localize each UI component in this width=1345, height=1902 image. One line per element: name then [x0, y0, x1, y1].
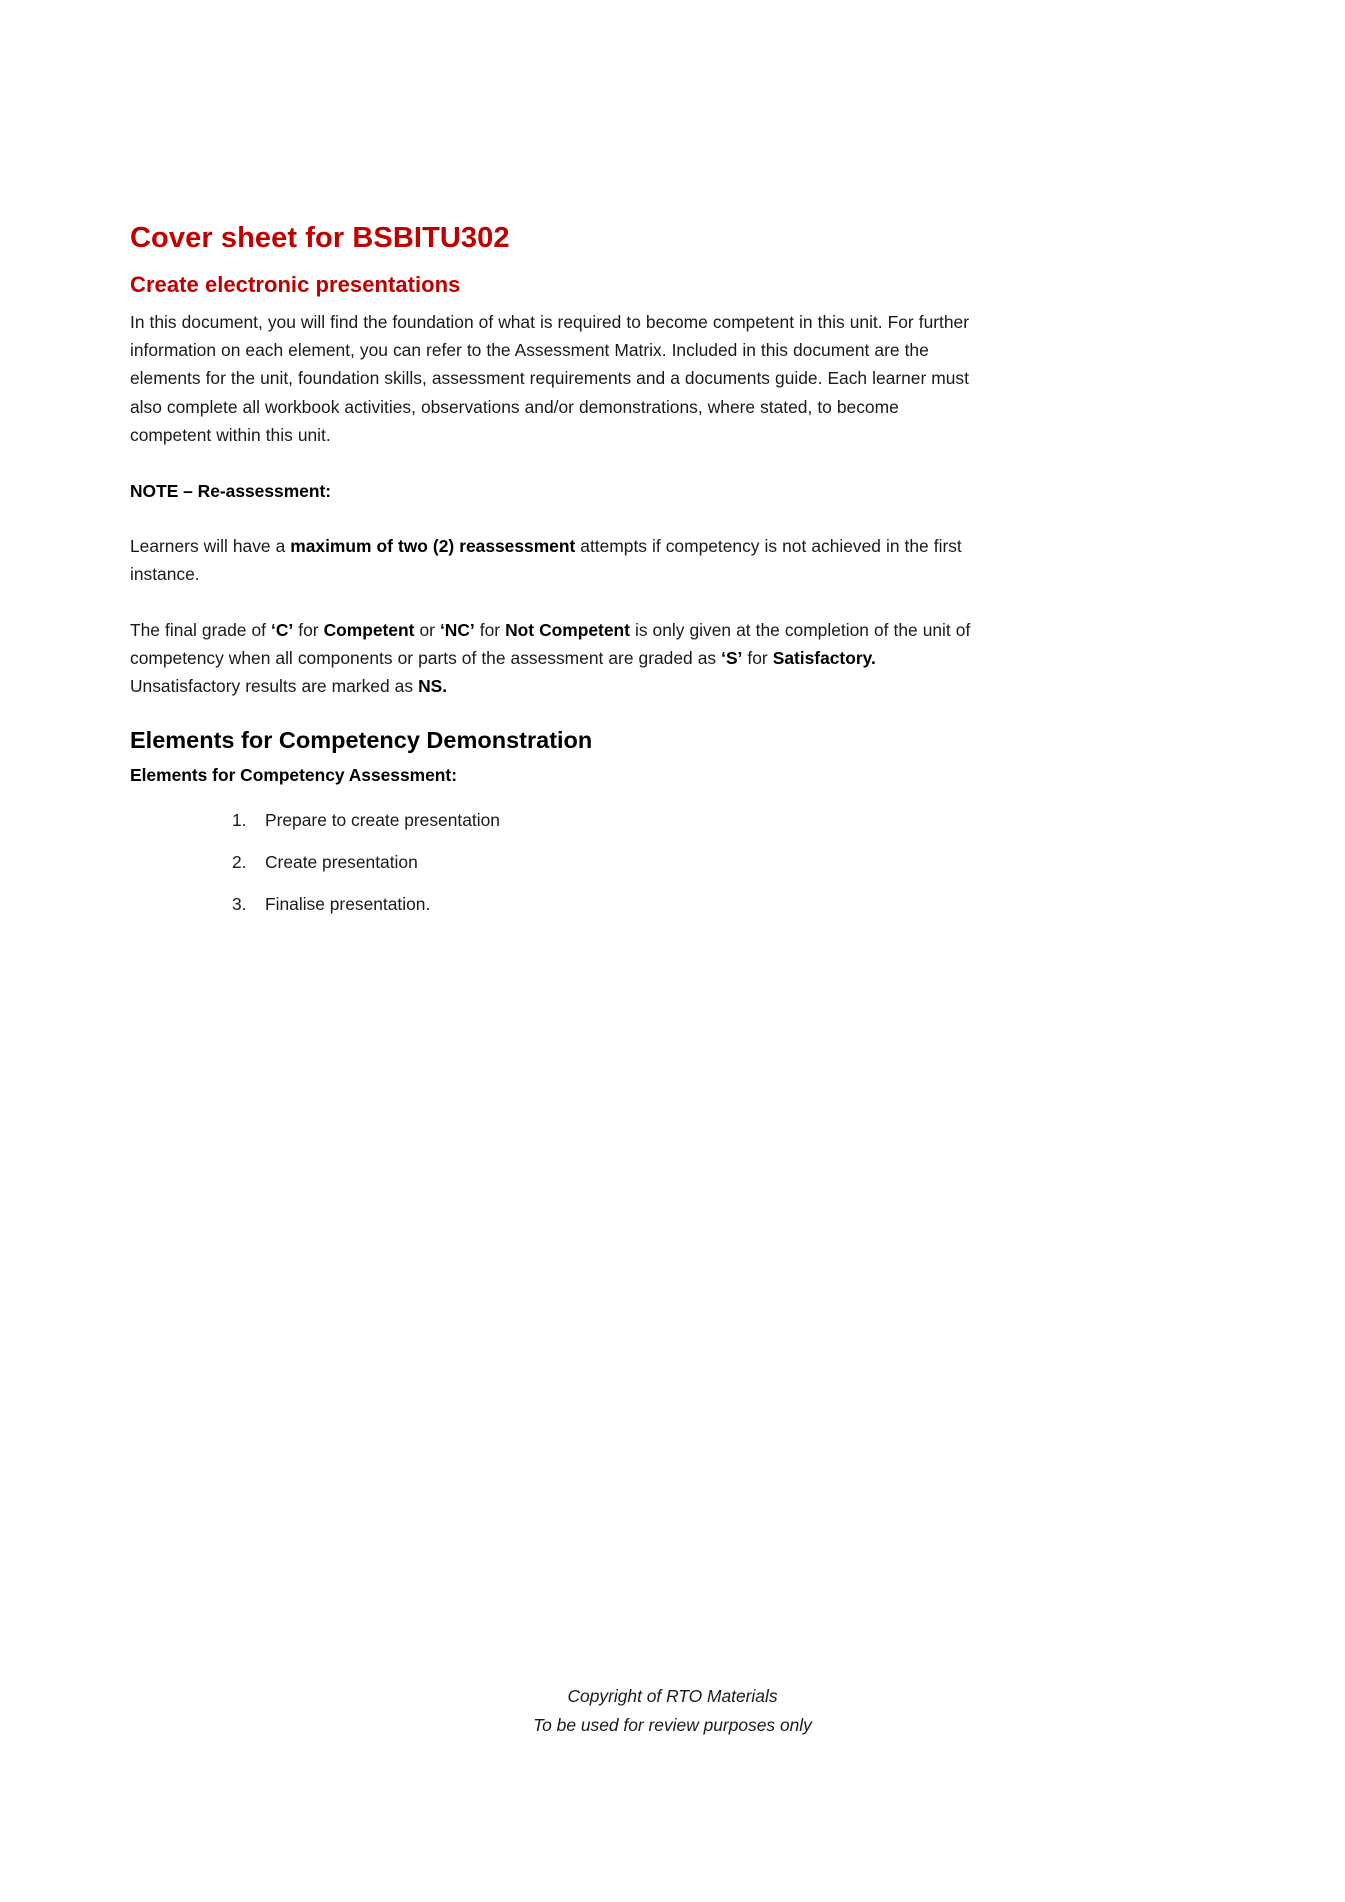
reassessment-text-before: Learners will have a: [130, 536, 291, 556]
page-subtitle: Create electronic presentations: [130, 272, 461, 297]
elements-subheading: Elements for Competency Assessment:: [130, 765, 457, 785]
reassessment-text-after: attempts if competency is not achieved in the first instance.: [130, 536, 962, 585]
grade-code-not-competent: ‘NC’: [439, 620, 475, 640]
grading-segment-5: is only given at the completion of the unit of competency when all components or parts of the assessment are graded as: [130, 620, 971, 669]
grade-label-satisfactory: Satisfactory.: [772, 648, 876, 669]
list-item-label: Create presentation: [265, 852, 418, 872]
page-footer: [0, 1682, 1345, 1740]
grade-code-satisfactory: ‘S’: [721, 648, 743, 669]
list-item-number: 2.: [232, 852, 247, 872]
list-item: [130, 806, 830, 834]
reassessment-paragraph: [130, 532, 982, 588]
page-title: Cover sheet for BSBITU302: [130, 222, 510, 254]
reassessment-emphasis: maximum of two (2) reassessment: [290, 536, 576, 556]
list-item: [130, 848, 830, 876]
intro-paragraph-block: [130, 308, 982, 449]
grading-segment-3: or: [414, 620, 440, 640]
grading-segment-7: Unsatisfactory results are marked as: [130, 676, 419, 697]
elements-list: [130, 806, 830, 932]
elements-section-heading: Elements for Competency Demonstration: [130, 727, 593, 753]
list-item-number: 1.: [232, 810, 247, 830]
grade-label-competent: Competent: [323, 620, 415, 640]
intro-paragraph: In this document, you will find the foundation of what is required to become competent in this unit. For further information on each element, you can refer to the Assessment Matrix. Included in this document are the elements for the unit, foundation skills, assessment requirements and a documents guide. Each learner must also complete all workbook activities, observations and/or demonstrations, where stated, to become competent within this unit.: [130, 312, 970, 445]
footer-copyright-line: Copyright of RTO Materials: [567, 1686, 778, 1706]
grading-segment-2: for: [293, 620, 324, 640]
grading-segment-6: for: [742, 648, 773, 669]
list-item-label: Finalise presentation.: [265, 894, 431, 914]
grading-paragraph-block: [130, 616, 982, 701]
grade-code-not-satisfactory: NS.: [418, 676, 448, 697]
grading-segment-1: The final grade of: [130, 620, 271, 640]
list-item: [130, 890, 830, 918]
note-heading: NOTE – Re-assessment:: [130, 481, 332, 501]
grade-label-not-competent: Not Competent: [505, 620, 630, 640]
reassessment-paragraph-block: [130, 532, 982, 588]
footer-usage-line: To be used for review purposes only: [533, 1715, 812, 1735]
grading-segment-4: for: [474, 620, 506, 640]
list-item-number: 3.: [232, 894, 247, 914]
grading-paragraph: [130, 616, 982, 701]
list-item-label: Prepare to create presentation: [265, 810, 500, 830]
grade-code-competent: ‘C’: [270, 620, 294, 640]
